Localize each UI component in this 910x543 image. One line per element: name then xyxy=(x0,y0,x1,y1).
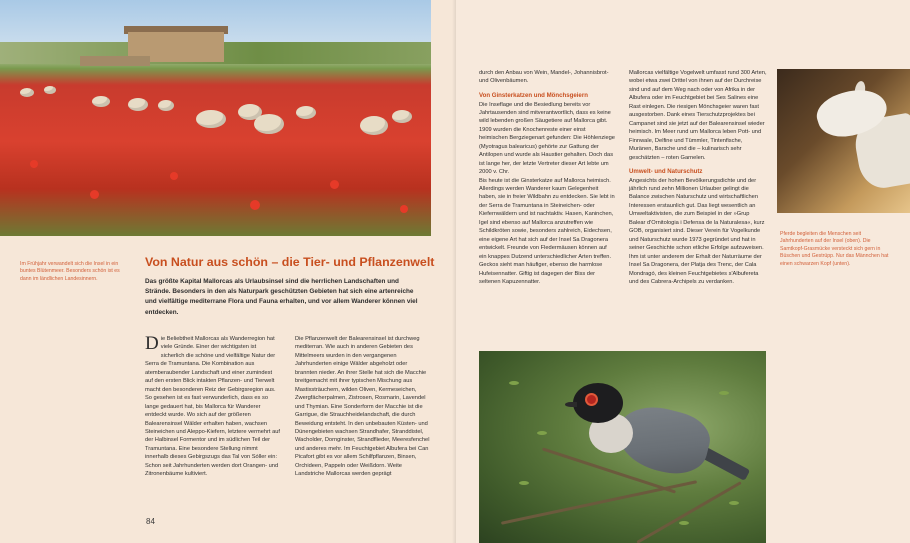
branch xyxy=(501,480,697,525)
sheep xyxy=(360,116,388,135)
sheep xyxy=(20,88,34,97)
paragraph: durch den Anbau von Wein, Mandel-, Johannisbrot- und Olivenbäumen. xyxy=(479,70,609,85)
paragraph: ie Beliebtheit Mallorcas als Wanderregion hat viele Gründe. Einer der wichtigsten ist sicherlich die schöne und vielfältige Natur der Serra de Tramuntana. Die Kombination aus atemberaubender Landschaft und einer zumindest auf den ersten Blick intakten Pflanzen- und Tierwelt macht den besonderen Reiz der Gebirgsregion aus. So gesehen ist es fast verwunderlich, dass es so lange gedauert hat, bis Mallorca für Wanderer entdeckt wurde. Wo sich auf der größeren Balearensinsel Wälder erhalten haben, wachsen Steineichen und Aleppo-Kiefern, letztere vermehrt auf der Halbinsel Formentor und im südlichen Teil der Tramuntana. Eine besondere Stellung nimmt innerhalb dieses Gebirgszugs das Tal von Sóller ein: Schon seit Jahrhunderten werden dort Orangen- und Zitronenbäume kultiviert. xyxy=(145,336,280,478)
sheep xyxy=(392,110,412,123)
sheep xyxy=(158,100,174,111)
poppy-field-photo xyxy=(0,0,431,236)
page-number: 84 xyxy=(146,517,155,526)
poppy xyxy=(250,200,260,210)
text-column-2 xyxy=(295,335,431,479)
sheep xyxy=(254,114,284,134)
sheep xyxy=(296,106,316,119)
text-column-4 xyxy=(629,69,767,286)
bird-eye xyxy=(587,395,596,404)
leaf xyxy=(519,481,529,485)
sheep xyxy=(44,86,56,94)
leaf xyxy=(719,391,729,395)
photo-caption-right: Pferde begleiten die Menschen seit Jahrhunderten auf der Insel (oben). Die Samtkopf-Grasmücke versteckt sich gern in Büschen und Gestrüpp. Nur das Männchen hat einen schwarzen Kopf (unten). xyxy=(780,231,889,267)
poppy xyxy=(330,180,339,189)
sardinian-warbler-photo xyxy=(479,351,766,543)
paragraph: Mallorcas vielfältige Vogelwelt umfasst rund 300 Arten, wobei etwa zwei Drittel von ihnen auf der Durchreise sind und auf dem Weg nach oder von Afrika in der Albufera oder im Feuchtgebiet bei Ses Salines eine Rast einlegen. Die riesigen Mönchsgeier waren fast ausgestorben. Dank eines Tierschutzprojektes bei Campanet sind sie jetzt auf der Balearensinsel wieder heimisch. Im Meer rund um Mallorca leben Pott- und Finnwale, Delfine und Tümmler, Tintenfische, Muränen, Barsche und die – kulinarisch sehr geschätzten – roten Garnelen. xyxy=(629,70,767,161)
paragraph: Die Pflanzenwelt der Balearensinsel ist durchweg mediterran. Wie auch in anderen Gebieten des Mittelmeers wurden in den vergangenen Jahrhunderten einige Wälder abgeholzt oder brannten nieder. An ihrer Stelle hat sich die Macchie breitgemacht mit ihrer typischen Mischung aus Mastixsträuchern, wilden Oliven, Kermeseichen, Zwergfächerpalmen, Zistrosen, Rosmarin, Lavendel und Thymian. Eine Sonderform der Macchie ist die Garrigue, die Strauchheidelandschaft, die durch Beweidung entsteht. In den unbebauten Küsten- und Dünengebieten wachsen Strandhafer, Stranddistel, Wacholder, Dornginster, Strandflieder, Meeresfenchel und anderes mehr. Im Feuchtgebiet Albufera bei Can Picafort gibt es vor allem Schilfpflanzen, Binsen, Orchideen, Pappeln oder Weißdorn. Weite Landstriche Mallorcas werden geprägt xyxy=(295,336,430,478)
text-column-1 xyxy=(145,335,281,479)
sheep xyxy=(92,96,110,107)
poppy xyxy=(90,190,99,199)
bird-beak xyxy=(565,402,577,407)
section-heading: Umwelt- und Naturschutz xyxy=(629,167,703,175)
sheep xyxy=(128,98,148,111)
white-horse-photo xyxy=(777,69,910,213)
poppy xyxy=(30,160,38,168)
sheep xyxy=(196,110,226,128)
leaf xyxy=(729,501,739,505)
stone-wall xyxy=(80,56,150,66)
poppy xyxy=(170,172,178,180)
leaf xyxy=(679,521,689,525)
leaf xyxy=(509,381,519,385)
section-heading: Von Ginsterkatzen und Mönchsgeiern xyxy=(479,91,588,99)
bird-head xyxy=(573,383,623,423)
text-column-3 xyxy=(479,69,615,286)
article-lead: Das größte Kapital Mallorcas als Urlaubsinsel sind die herrlichen Landschaften und Strände. Besonders in den als Naturpark geschützten Gebieten hat sich eine artenreiche und vielfältige mediterrane Flora und Fauna erhalten, und vor allem Wanderer können viel entdecken. xyxy=(145,278,418,316)
drop-cap: D xyxy=(145,333,159,354)
poppy xyxy=(400,205,408,213)
paragraph: Angesichts der hohen Bevölkerungsdichte und der jährlich rund zehn Millionen Urlauber gelingt die Balance zwischen Naturschutz und wirtschaftlichen Interessen erstaunlich gut. Das liegt wesentlich an Umweltaktivisten, die zum Beispiel in der »Grup Balear d'Ornitologia i Defensa de la Naturalesa«, kurz GOB, organisiert sind. Dieser Verein für Vogelkunde und Naturschutz wurde 1973 gegründet und hat in seiner Geschichte schon etliche Erfolge aufzuweisen. Ihm ist unter anderem der Erhalt der Naturräume der Insel Sa Dragonera, der Platja des Trenc, der Cala Mondragó, des kleinen Feuchtgebietes s'Albufereta und des Cabrera-Archipels zu verdanken. xyxy=(629,177,765,286)
paragraph: Bis heute ist die Ginsterkatze auf Mallorca heimisch. Allerdings werden Wanderer kaum Gelegenheit haben, sie in freier Wildbahn zu entdecken. Sie lebt in der Serra de Tramuntana in Steineichen- oder Kiefernwäldern und ist nachtaktiv. Hasen, Kaninchen, Igel sind ebenso auf Mallorca anzutreffen wie Schildkröten sowie, besonders zahlreich, Eidechsen, eine eigene Art hat sich auf der Insel Sa Dragonera entwickelt. Freunde von Fledermäusen können auf ein knappes Dutzend unterschiedlicher Arten treffen. Geckos sieht man häufiger, ebenso die harmlose Hufeisennatter. Giftig ist dagegen der Biss der seltenen Kapuzennatter. xyxy=(479,177,615,286)
paragraph: Die Inseflage und die Besiedlung bereits vor Jahrtausenden sind mitverantwortlich, dass es keine wild lebenden großen Säugetiere auf Mallorca gibt. 1909 wurden die Knochenreste einer einst heimischen Bergziegenart gefunden: Die Höhlenziege (Myotragus balearicus) gehörte zur Gattung der Antilopen und wurde als Haustier gehalten. Doch das ist lange her, der letzte Vertreter dieser Art lebte um 2000 v. Chr. xyxy=(479,101,615,176)
article-title: Von Natur aus schön – die Tier- und Pflanzenwelt xyxy=(145,255,435,269)
leaf xyxy=(537,431,547,435)
photo-caption-left: Im Frühjahr verwandelt sich die Insel in ein buntes Blütenmeer. Besonders schön ist es dann im ländlichen Landesinnern. xyxy=(20,261,120,282)
